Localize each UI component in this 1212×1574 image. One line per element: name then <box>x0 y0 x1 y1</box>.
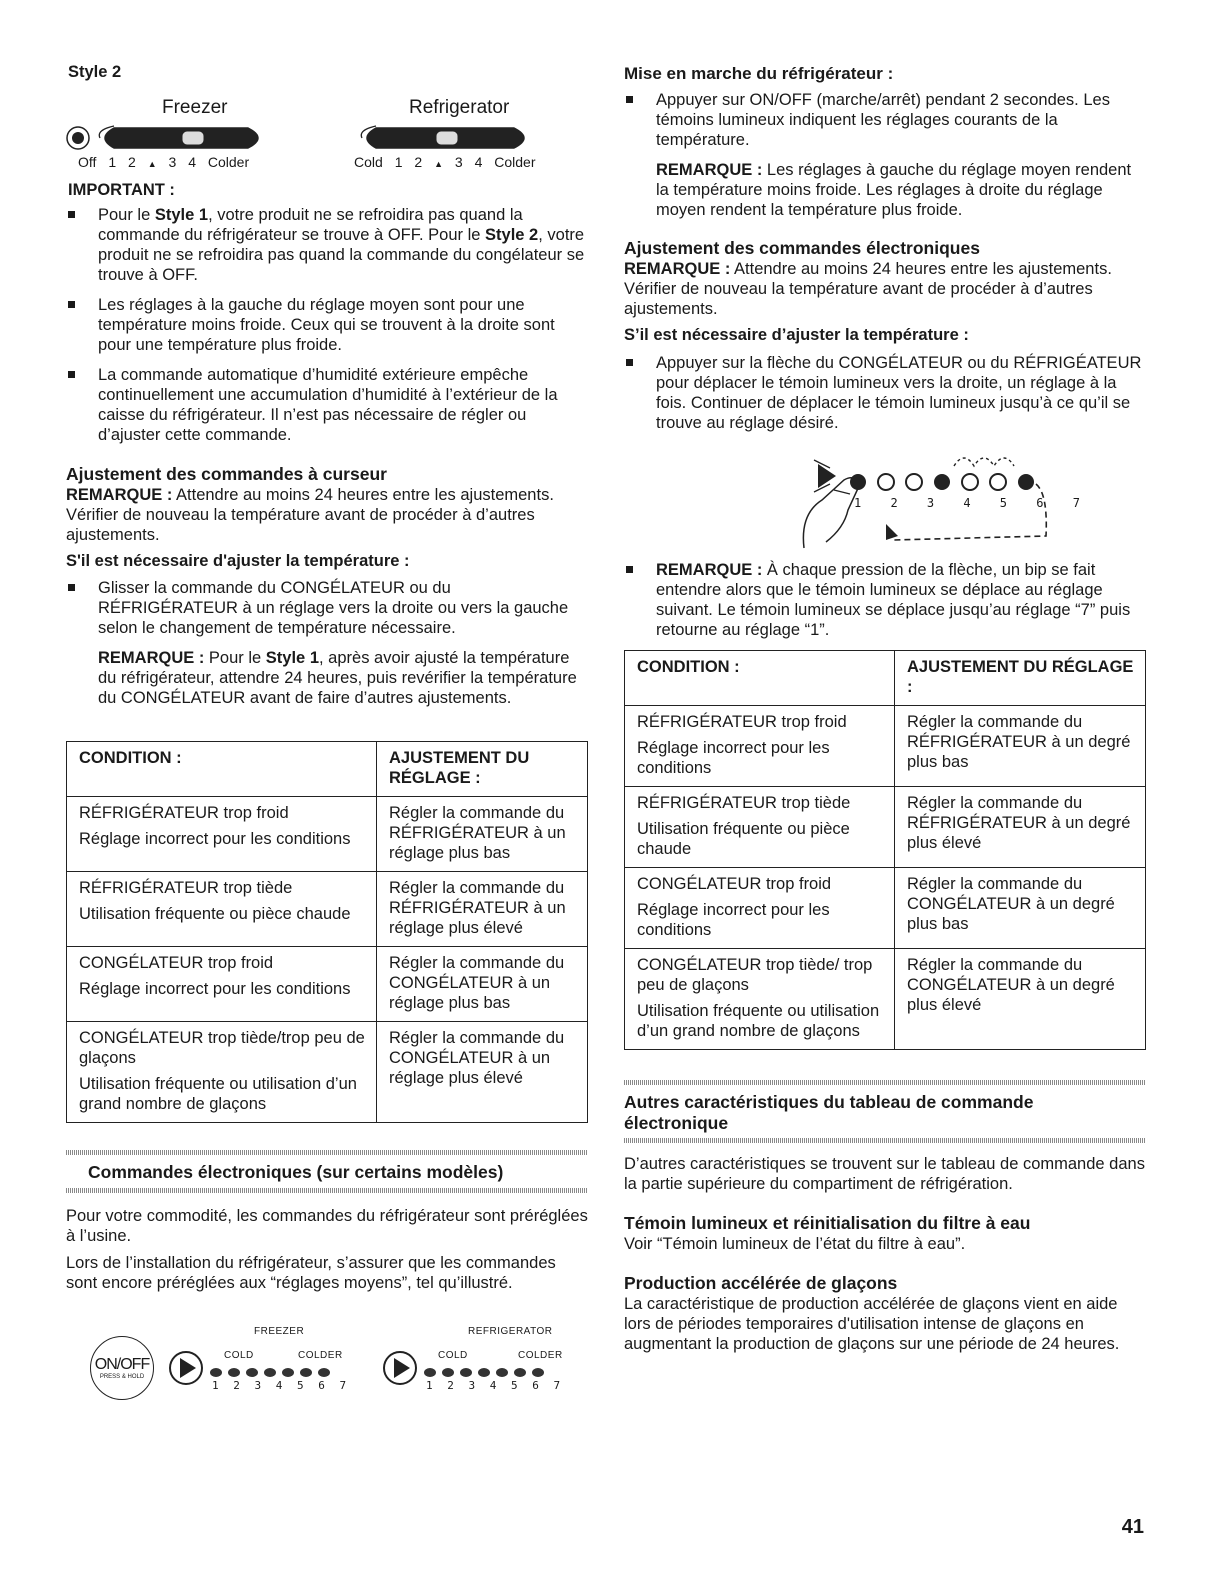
panel-refrigerator-label: REFRIGERATOR <box>468 1326 553 1337</box>
panel-colder-label: COLDER <box>298 1350 343 1361</box>
slider-illustration <box>66 92 588 178</box>
startup-bullet: Appuyer sur ON/OFF (marche/arrêt) pendant 2 secondes. Les témoins lumineux indiquent les réglages courants de la température. <box>624 90 1146 150</box>
table-row: RÉFRIGÉRATEUR trop tiède Utilisation fréquente ou pièce chaude Régler la commande du RÉFRIGÉRATEUR à un réglage plus élevé <box>67 872 588 947</box>
fridge-arrow-icon[interactable] <box>382 1350 418 1386</box>
electronic-p1: Pour votre commodité, les commandes du réfrigérateur sont préréglées à l’usine. <box>66 1207 588 1245</box>
table-header: AJUSTEMENT DU RÉGLAGE : <box>377 742 588 797</box>
adjust-title: Ajustement des commandes électroniques <box>624 238 980 258</box>
electronic-title: Commandes électroniques (sur certains modèles) <box>88 1162 504 1182</box>
divider <box>66 1188 588 1193</box>
freezer-numbers: 1 2 3 4 5 6 7 <box>212 1379 351 1392</box>
adjust-section <box>624 238 1146 433</box>
refrigerator-title: Refrigerator <box>409 97 510 118</box>
ice-text: La caractéristique de production accélérée de glaçons vient en aide lors de périodes temporaires d'utilisation intense de glaçons en augmentant la production de glaçons sur une période de 24 heures. <box>624 1295 1120 1353</box>
page-number: 41 <box>1121 1516 1144 1538</box>
table-row: CONGÉLATEUR trop tiède/ trop peu de glaçons Utilisation fréquente ou utilisation d’un grand nombre de glaçons Régler la commande du CONGÉLATEUR à un degré plus élevé <box>625 949 1146 1050</box>
startup-note: REMARQUE : Les réglages à gauche du réglage moyen rendent la température moins froide. Les réglages à droite du réglage moyen rendent la température plus froide. <box>656 161 1132 219</box>
panel-cold-label-2: COLD <box>438 1350 468 1361</box>
fridge-numbers: 1 2 3 4 5 6 7 <box>426 1379 565 1392</box>
adjust-bullet-2: REMARQUE : À chaque pression de la flèche, un bip se fait entendre alors que le témoin lumineux se déplace au réglage suivant. Le témoin lumineux se déplace jusqu’au réglage “7” puis retourne au réglage “1”. <box>624 560 1146 640</box>
adjust-subtitle: S’il est nécessaire d’ajuster la température : <box>624 326 969 344</box>
control-panel-illustration <box>66 1322 588 1412</box>
important-list <box>66 205 588 445</box>
table-header: AJUSTEMENT DU RÉGLAGE : <box>895 651 1146 706</box>
adjust-bullet: Appuyer sur la flèche du CONGÉLATEUR ou du RÉFRIGÉATEUR pour déplacer le témoin lumineux vers la droite, un réglage à la fois. Continuer de déplacer le témoin lumineux jusqu’à ce qu’il se trouve au réglage désiré. <box>624 353 1146 433</box>
table-row: CONGÉLATEUR trop froid Réglage incorrect pour les conditions Régler la commande du CONGÉLATEUR à un degré plus bas <box>625 868 1146 949</box>
divider <box>624 1080 1146 1085</box>
onoff-button[interactable]: ON/OFF PRESS & HOLD <box>90 1336 154 1400</box>
panel-cold-label: COLD <box>224 1350 254 1361</box>
startup-section <box>624 64 1146 220</box>
divider <box>624 1138 1146 1143</box>
slider-section <box>66 464 588 708</box>
panel-colder-label-2: COLDER <box>518 1350 563 1361</box>
table-row: RÉFRIGÉRATEUR trop tiède Utilisation fréquente ou pièce chaude Régler la commande du RÉFRIGÉRATEUR à un degré plus élevé <box>625 787 1146 868</box>
table-header: CONDITION : <box>67 742 377 797</box>
table-row: RÉFRIGÉRATEUR trop froid Réglage incorrect pour les conditions Régler la commande du RÉFRIGÉRATEUR à un réglage plus bas <box>67 797 588 872</box>
slider-section-note: REMARQUE : Attendre au moins 24 heures entre les ajustements. Vérifier de nouveau la température avant de procéder à d’autres ajustements. <box>66 486 554 544</box>
freezer-title: Freezer <box>162 97 228 118</box>
electronic-p2: Lors de l’installation du réfrigérateur, s’assurer que les commandes sont encore préréglées aux “réglages moyens”, tel qu’illustré. <box>66 1254 556 1292</box>
table-header: CONDITION : <box>625 651 895 706</box>
panel-freezer-label: FREEZER <box>254 1326 305 1337</box>
filter-title: Témoin lumineux et réinitialisation du filtre à eau <box>624 1213 1031 1233</box>
adjust-note: REMARQUE : Attendre au moins 24 heures entre les ajustements. Vérifier de nouveau la température avant de procéder à d’autres ajustements. <box>624 260 1112 318</box>
startup-title: Mise en marche du réfrigérateur : <box>624 64 894 83</box>
fridge-scale: Cold 1 2 ▲ 3 4 Colder <box>354 154 536 170</box>
ice-title: Production accélérée de glaçons <box>624 1273 898 1293</box>
table-row: RÉFRIGÉRATEUR trop froid Réglage incorrect pour les conditions Régler la commande du RÉFRIGÉRATEUR à un degré plus bas <box>625 706 1146 787</box>
divider <box>66 1150 588 1155</box>
other-text: D’autres caractéristiques se trouvent sur le tableau de commande dans la partie supérieure du compartiment de réfrigération. <box>624 1155 1145 1193</box>
electronic-text <box>66 1206 588 1293</box>
freezer-scale: Off 1 2 ▲ 3 4 Colder <box>78 154 250 170</box>
table-row: CONGÉLATEUR trop tiède/trop peu de glaçons Utilisation fréquente ou utilisation d’un grand nombre de glaçons Régler la commande du CONGÉLATEUR à un réglage plus élevé <box>67 1022 588 1123</box>
slider-graphic <box>66 122 588 158</box>
important-title: IMPORTANT : <box>68 181 175 199</box>
condition-table-left <box>66 741 588 1123</box>
slider-section-title: Ajustement des commandes à curseur <box>66 464 387 484</box>
important-bullet-2: Les réglages à la gauche du réglage moyen sont pour une température moins froide. Ceux qui se trouvent à la droite sont pour une température plus froide. <box>66 295 588 355</box>
other-title: Autres caractéristiques du tableau de commande électronique <box>624 1092 1034 1133</box>
condition-table-right <box>624 650 1146 1050</box>
finger-numbers: 1 2 3 4 5 6 7 <box>854 496 1091 510</box>
style-label: Style 2 <box>68 63 122 81</box>
slider-section-note2: REMARQUE : Pour le Style 1, après avoir ajusté la température du réfrigérateur, attendre 24 heures, puis revérifier la température du CONGÉLATEUR avant de faire d’autres ajustements. <box>98 649 577 707</box>
table-row: CONGÉLATEUR trop froid Réglage incorrect pour les conditions Régler la commande du CONGÉLATEUR à un réglage plus bas <box>67 947 588 1022</box>
filter-text: Voir “Témoin lumineux de l’état du filtre à eau”. <box>624 1235 966 1253</box>
finger-illustration <box>624 444 1146 556</box>
slider-section-subtitle: S'il est nécessaire d'ajuster la température : <box>66 552 410 570</box>
important-bullet-3: La commande automatique d’humidité extérieure empêche continuellement une accumulation d’humidité à l’extérieur de la caisse du réfrigérateur. Il n’est pas nécessaire de régler ou d’ajuster cette commande. <box>66 365 588 445</box>
slider-section-bullet: Glisser la commande du CONGÉLATEUR ou du RÉFRIGÉRATEUR à un réglage vers la droite ou vers la gauche selon le changement de température nécessaire. <box>66 578 588 638</box>
other-section <box>624 1154 1146 1354</box>
important-bullet-1: Pour le Style 1, votre produit ne se refroidira pas quand la commande du réfrigérateur se trouve à OFF. Pour le Style 2, votre produit ne se refroidira pas quand la commande du congélateur se trouve à OFF. <box>66 205 588 285</box>
freezer-arrow-icon[interactable] <box>168 1350 204 1386</box>
